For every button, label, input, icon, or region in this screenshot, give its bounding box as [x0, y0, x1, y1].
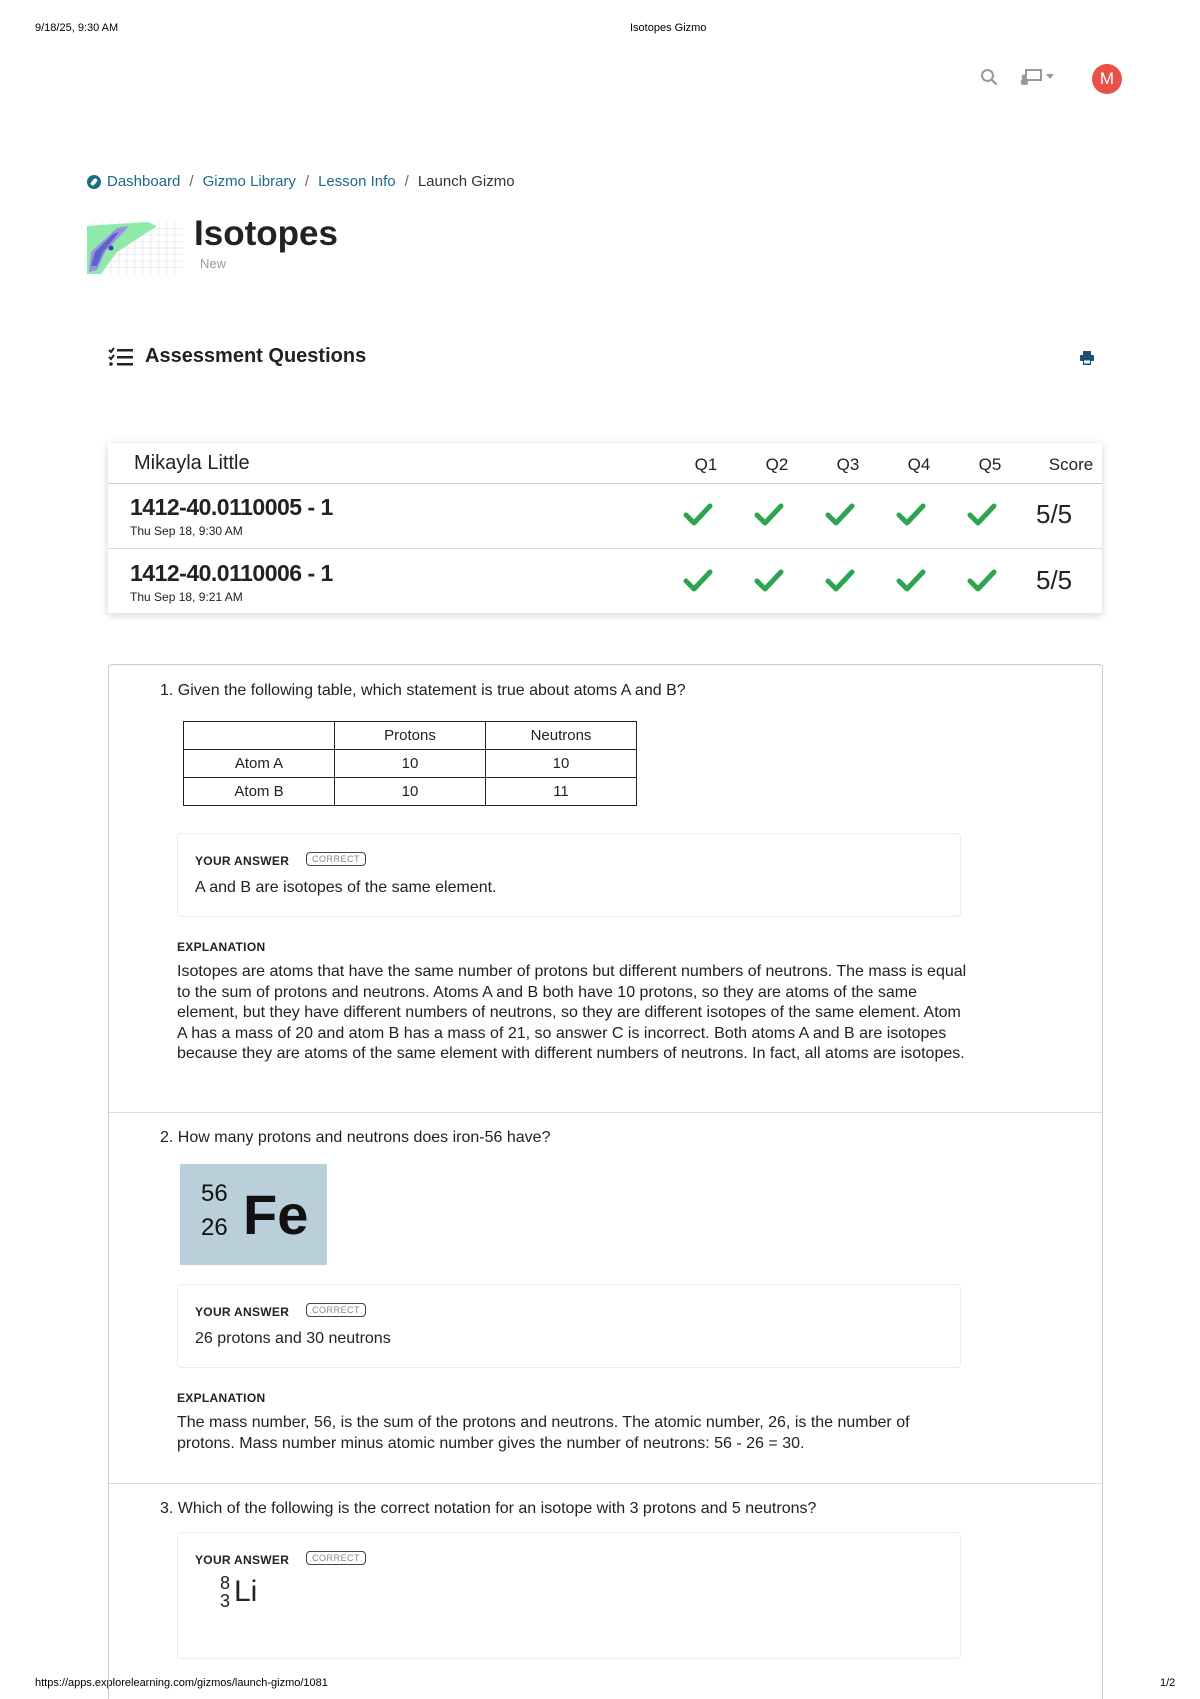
your-answer-label: YOUR ANSWER — [195, 1305, 290, 1319]
attempt-date: Thu Sep 18, 9:30 AM — [130, 524, 243, 538]
attempt-id[interactable]: 1412-40.0110006 - 1 — [130, 560, 333, 586]
col-q2: Q2 — [765, 455, 789, 474]
answer-text: 26 protons and 30 neutrons — [195, 1330, 391, 1347]
table-header-cell: Neutrons — [486, 722, 637, 750]
correct-check-icon — [896, 569, 926, 593]
col-score: Score — [1048, 455, 1094, 474]
compass-icon — [87, 175, 101, 189]
attempt-score: 5/5 — [1036, 565, 1073, 595]
print-datetime: 9/18/25, 9:30 AM — [35, 22, 119, 34]
correct-check-icon — [683, 569, 713, 593]
element-symbol: Fe — [243, 1183, 309, 1246]
presentation-menu-icon[interactable] — [1020, 68, 1056, 86]
print-page-number: 1/2 — [1160, 1677, 1176, 1689]
task-list-icon — [108, 347, 134, 367]
assessment-heading: Assessment Questions — [145, 345, 367, 367]
element-symbol: Li — [234, 1575, 258, 1608]
print-icon[interactable] — [1080, 351, 1094, 365]
user-avatar[interactable]: M — [1092, 64, 1122, 94]
correct-check-icon — [967, 569, 997, 593]
table-cell: Atom B — [184, 778, 335, 806]
status-badge: CORRECT — [306, 852, 366, 866]
results-card — [108, 443, 1102, 613]
attempt-id[interactable]: 1412-40.0110005 - 1 — [130, 494, 333, 520]
col-q3: Q3 — [836, 455, 860, 474]
col-q5: Q5 — [978, 455, 1002, 474]
mass-number: 8 — [220, 1573, 231, 1593]
correct-check-icon — [967, 503, 997, 527]
atomic-number: 26 — [201, 1214, 228, 1241]
col-q1: Q1 — [694, 455, 718, 474]
iron-56-image — [180, 1164, 327, 1265]
answer-box — [177, 833, 961, 917]
explanation-label: EXPLANATION — [177, 1391, 266, 1405]
attempt-date: Thu Sep 18, 9:21 AM — [130, 590, 243, 604]
search-icon[interactable] — [980, 68, 998, 86]
atomic-number: 3 — [220, 1591, 231, 1611]
question-3-text: 3. Which of the following is the correct notation for an isotope with 3 protons and 5 neutrons? — [160, 1500, 817, 1517]
answer-box — [177, 1532, 961, 1659]
answer-text: A and B are isotopes of the same element. — [195, 879, 497, 896]
gizmo-title: Isotopes — [194, 214, 338, 253]
table-cell: 11 — [486, 778, 637, 806]
question-divider — [109, 1483, 1102, 1484]
gizmo-subtitle: New — [200, 256, 227, 271]
status-badge: CORRECT — [306, 1551, 366, 1565]
correct-check-icon — [683, 503, 713, 527]
breadcrumb-launch-gizmo: Launch Gizmo — [417, 173, 515, 190]
your-answer-label: YOUR ANSWER — [195, 854, 290, 868]
breadcrumb-gizmo-library[interactable]: Gizmo Library — [202, 173, 296, 190]
your-answer-label: YOUR ANSWER — [195, 1553, 290, 1567]
question-1-text: 1. Given the following table, which statement is true about atoms A and B? — [160, 682, 686, 699]
table-cell: 10 — [335, 750, 486, 778]
correct-check-icon — [825, 569, 855, 593]
table-cell: Atom A — [184, 750, 335, 778]
gizmo-thumbnail[interactable] — [87, 222, 183, 274]
mass-number: 56 — [201, 1180, 228, 1207]
print-url: https://apps.explorelearning.com/gizmos/launch-gizmo/1081 — [35, 1677, 328, 1689]
question-2-text: 2. How many protons and neutrons does iron-56 have? — [160, 1129, 551, 1146]
col-q4: Q4 — [907, 455, 931, 474]
correct-check-icon — [825, 503, 855, 527]
explanation-text: The mass number, 56, is the sum of the protons and neutrons. The atomic number, 26, is the number of protons. Mass number minus atomic number gives the number of neutrons: 56 - 26 = 30. — [177, 1414, 910, 1452]
attempt-row[interactable] — [108, 483, 1102, 547]
status-badge: CORRECT — [306, 1303, 366, 1317]
table-cell: 10 — [486, 750, 637, 778]
attempt-row[interactable] — [108, 548, 1102, 613]
breadcrumb: Dashboard / Gizmo Library / Lesson Info / Launch Gizmo — [87, 173, 515, 190]
results-header — [108, 443, 1102, 484]
correct-check-icon — [896, 503, 926, 527]
table-header-cell: Protons — [335, 722, 486, 750]
print-title: Isotopes Gizmo — [630, 22, 707, 34]
explanation-text: Isotopes are atoms that have the same number of protons but different numbers of neutrons. The mass is equal to the sum of protons and neutrons. Atoms A and B both have 10 protons, so they are atoms of the same element, but they have different numbers of neutrons, so they are different isotopes of the same element. Atom A has a mass of 20 and atom B has a mass of 21, so answer C is incorrect. Both atoms A and B are isotopes because they are atoms of the same element with different numbers of neutrons. In fact, all atoms are isotopes. — [177, 963, 967, 1062]
question-divider — [109, 1112, 1102, 1113]
attempt-score: 5/5 — [1036, 499, 1073, 529]
correct-check-icon — [754, 503, 784, 527]
answer-box — [177, 1284, 961, 1368]
breadcrumb-dashboard[interactable]: Dashboard — [107, 173, 181, 190]
table-header-cell — [184, 722, 335, 750]
explanation-label: EXPLANATION — [177, 940, 266, 954]
atoms-table — [183, 721, 637, 806]
breadcrumb-lesson-info[interactable]: Lesson Info — [318, 173, 396, 190]
correct-check-icon — [754, 569, 784, 593]
table-cell: 10 — [335, 778, 486, 806]
student-name: Mikayla Little — [134, 452, 250, 474]
